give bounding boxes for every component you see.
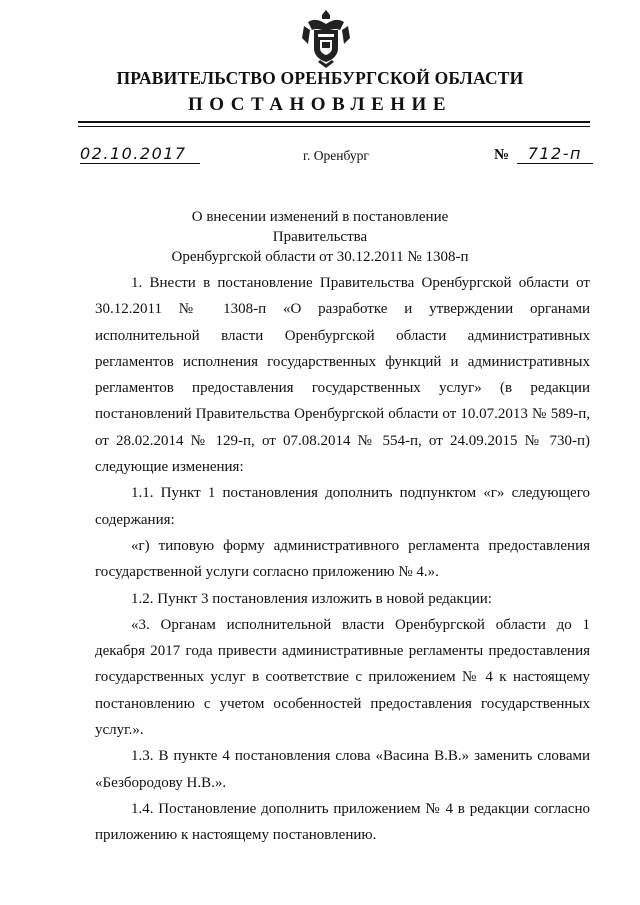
- document-date: 02.10.2017: [80, 144, 200, 164]
- body-paragraph: 1.2. Пункт 3 постановления изложить в новой редакции:: [131, 590, 492, 607]
- body-paragraph: 1.4. Постановление дополнить приложением № 4 в редакции согласно приложению к настоящему постановлению.: [95, 800, 590, 844]
- header-rule-thick: [78, 121, 590, 123]
- organization-name: ПРАВИТЕЛЬСТВО ОРЕНБУРГСКОЙ ОБЛАСТИ: [116, 68, 524, 88]
- number-label: №: [494, 147, 510, 163]
- document-number: 712-п: [517, 144, 593, 164]
- subject-line: Оренбургской области от 30.12.2011 № 1308-п: [171, 249, 469, 265]
- document-subject: [150, 207, 490, 267]
- subject-line: О внесении изменений в постановление Правительства: [191, 209, 449, 245]
- document-type: ПОСТАНОВЛЕНИЕ: [187, 94, 453, 115]
- document-number-block: [494, 144, 593, 164]
- body-paragraph: 1.1. Пункт 1 постановления дополнить подпунктом «г» следующего содержания:: [95, 485, 590, 528]
- header-rule-thin: [78, 126, 590, 127]
- body-paragraph: «3. Органам исполнительной власти Оренбургской области до 1 декабря 2017 года привести административные регламенты предоставления государственных услуг в соответствие с приложением № 4 к настоящему постановлению с учетом особенностей предоставления государственных услуг.».: [95, 616, 590, 739]
- body-paragraph: «г) типовую форму административного регламента предоставления государственной услуги согласно приложению № 4.».: [95, 537, 590, 581]
- body-paragraph: 1. Внести в постановление Правительства Оренбургской области от 30.12.2011 № 1308-п «О разработке и утверждении органами исполнительной власти Оренбургской области административных регламентов исполнения государственных функций и административных регламентов предоставления государственных услуг» (в редакции постановлений Правительства Оренбургской области от 10.07.2013 № 589-п, от 28.02.2014 № 129-п, от 07.08.2014 № 554-п, от 24.09.2015 № 730-п) следующие изменения:: [95, 275, 590, 476]
- document-body: [95, 270, 590, 849]
- document-city: г. Оренбург: [303, 148, 369, 163]
- coat-of-arms-icon: [300, 8, 352, 70]
- body-paragraph: 1.3. В пункте 4 постановления слова «Васина В.В.» заменить словами «Безбородову Н.В.».: [95, 748, 590, 791]
